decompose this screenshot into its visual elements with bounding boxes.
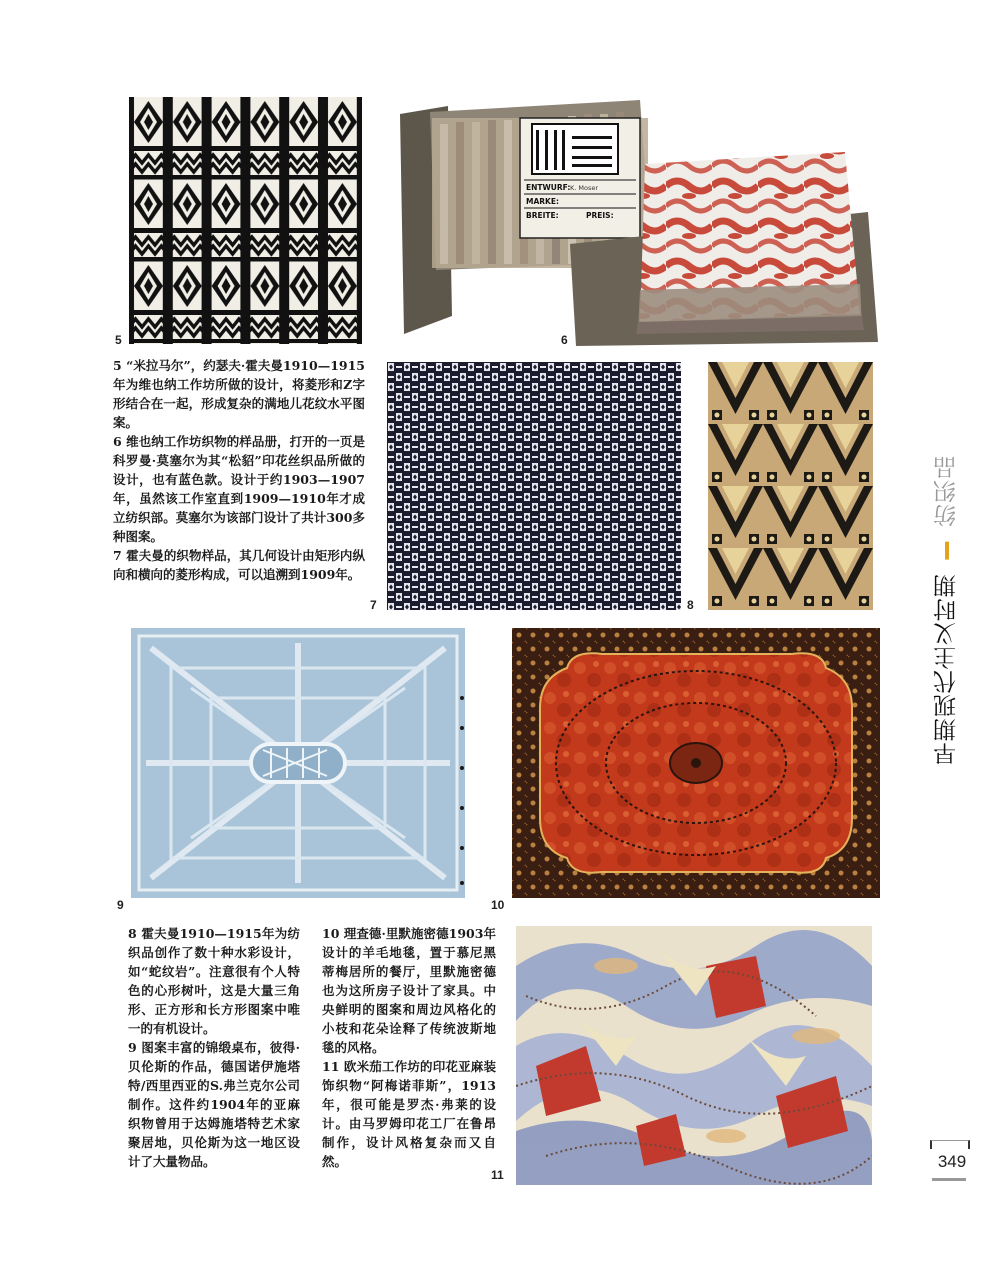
figure-8-serpentine-design <box>708 362 873 610</box>
running-head <box>930 455 966 766</box>
caption-7: 7 霍夫曼的织物样品，其几何设计由矩形内纵向和横向的菱形构成，可以追溯到1909年。 <box>113 548 365 582</box>
page-number: 349 <box>937 1152 967 1171</box>
figure-5-miramar-textile <box>129 97 362 344</box>
figure-11-amenophis-linen <box>516 926 872 1185</box>
label-card-entwurf: ENTWURF: <box>526 183 571 192</box>
caption-10: 10 理查德·里默施密德1903年设计的羊毛地毯，置于慕尼黑蒂梅居所的餐厅，里默施密德也为这所房子设计了家具。中央鲜明的图案和周边风格化的小枝和花朵诠释了传统波斯地毯的风格。 <box>322 926 496 1055</box>
figure-7-hoffmann-sample <box>387 362 681 610</box>
caption-5: 5 “米拉马尔”，约瑟夫·霍夫曼1910—1915年为维也纳工作坊所做的设计，将菱形和Z字形结合在一起，形成复杂的满地儿花纹水平图案。 <box>113 358 365 430</box>
figure-10-number: 10 <box>491 898 505 912</box>
figure-6-number: 6 <box>561 333 568 347</box>
caption-block-10-11 <box>322 924 496 1171</box>
figure-6-sample-book <box>390 94 890 346</box>
figure-9-damask-tablecloth <box>131 628 465 898</box>
label-card-marke: MARKE: <box>526 197 559 206</box>
figure-11-number: 11 <box>491 1168 504 1182</box>
figure-7-number: 7 <box>370 598 377 612</box>
running-head-main: 早期现代主义时期 <box>934 573 960 766</box>
page-number-rule-top <box>930 1140 970 1149</box>
caption-11: 11 欧米茄工作坊的印花亚麻装饰织物“阿梅诺菲斯”，1913年，很可能是罗杰·弗莱的设计。由马罗姆印花工厂在鲁昂制作，设计风格复杂而又自然。 <box>322 1059 496 1169</box>
caption-block-5-7 <box>113 356 365 584</box>
label-card-breite: BREITE: <box>526 211 559 220</box>
label-card-entwurf-value: K. Moser <box>570 184 599 192</box>
caption-block-8-9 <box>128 924 300 1171</box>
running-head-section: 纺织品 <box>934 455 960 527</box>
figure-5-number: 5 <box>115 333 122 347</box>
caption-6: 6 维也纳工作坊织物的样品册，打开的一页是科罗曼·莫塞尔为其“松貂”印花丝织品所做的设计，也有蓝色款。设计于约1903—1907年，虽然该工作室直到1909—1910年才成立纺织部。莫塞尔为该部门设计了共计300多种图案。 <box>113 434 365 544</box>
page-number-rule-bottom <box>932 1178 966 1181</box>
figure-10-wool-carpet <box>512 628 880 898</box>
figure-8-number: 8 <box>687 598 694 612</box>
caption-8: 8 霍夫曼1910—1915年为纺织品创作了数十种水彩设计，如“蛇纹岩”。注意很有个人特色的心形树叶，这是大量三角形、正方形和长方形图案中唯一的有机设计。 <box>128 926 300 1036</box>
label-card-preis: PREIS: <box>586 211 614 220</box>
caption-9: 9 图案丰富的锦缎桌布，彼得·贝伦斯的作品，德国诺伊施塔特/西里西亚的S.弗兰克尔公司制作。这件约1904年的亚麻织物曾用于达姆施塔特艺术家聚居地，贝伦斯为这一地区设计了大量物品。 <box>128 1040 300 1169</box>
running-head-divider <box>945 541 949 559</box>
figure-9-number: 9 <box>117 898 124 912</box>
